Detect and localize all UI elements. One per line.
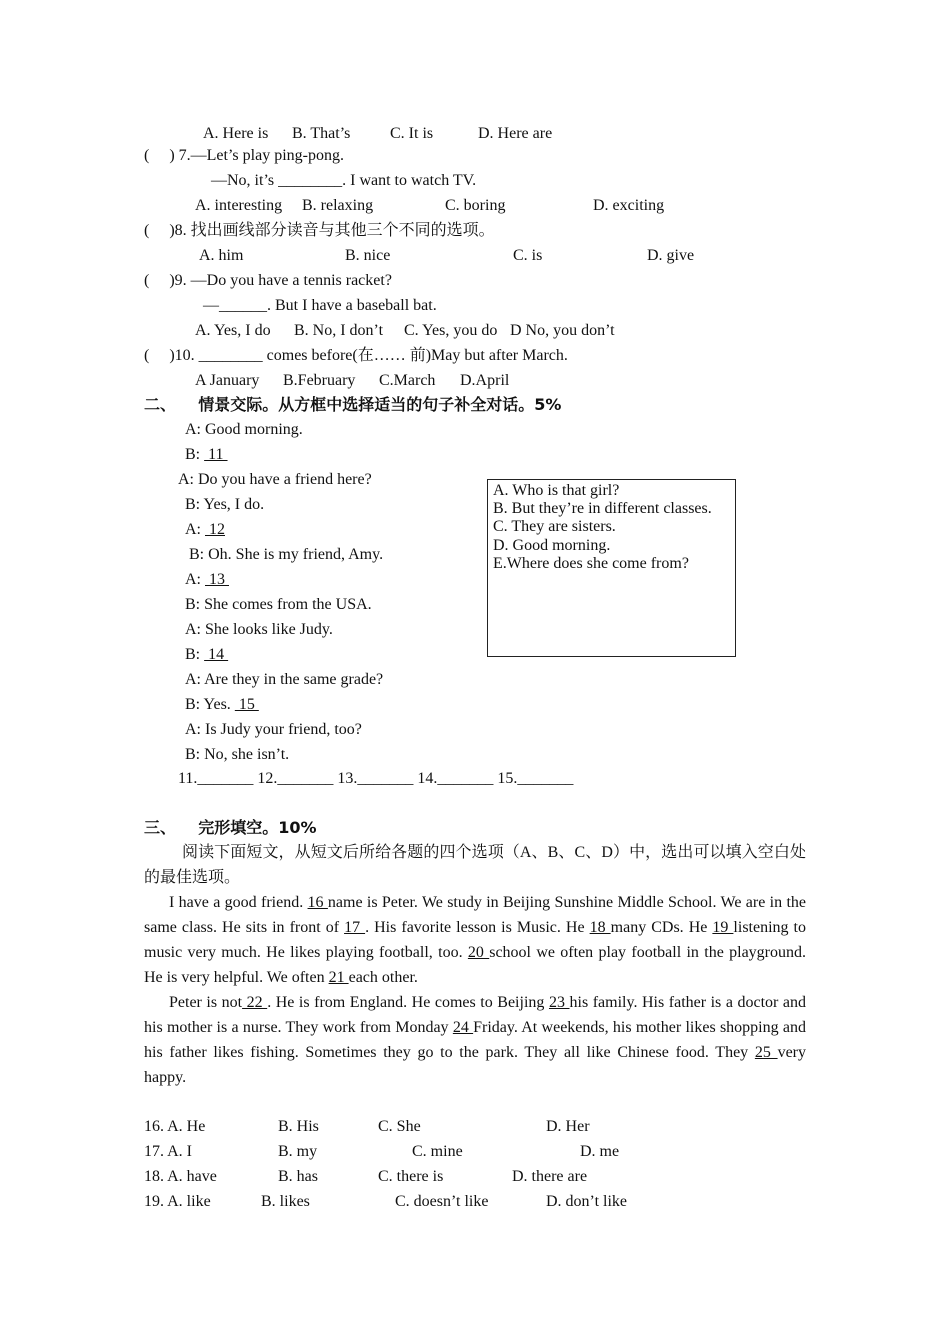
q18-option-b: B. has (278, 1168, 318, 1185)
dialogue-line-10: B: 14 (185, 646, 229, 663)
p1-text-7: each other. (348, 969, 418, 986)
q16-option-a: 16. A. He (144, 1118, 206, 1135)
q8-stem: ( )8. 找出画线部分读音与其他三个不同的选项。 (144, 222, 495, 239)
dialogue-line-2: B: 11 (185, 446, 228, 463)
q6-option-b: B. That’s (292, 125, 351, 142)
blank-17: 17 (344, 919, 366, 936)
blank-14: 14 (204, 646, 229, 663)
q9-reply: —______. But I have a baseball bat. (203, 297, 437, 314)
blank-15: 15 (234, 696, 259, 713)
blank-18: 18 (589, 919, 611, 936)
p1-text-3: . His favorite lesson is Music. He (365, 919, 590, 936)
q9-option-b: B. No, I don’t (294, 322, 384, 339)
p2-text-3: his family. His father is a doctor and his mother is a nurse. They work from Monday (144, 994, 807, 1036)
dialogue-line-4: B: Yes, I do. (185, 496, 265, 513)
q7-option-a: A. interesting (195, 197, 283, 214)
q7-option-c: C. boring (445, 197, 506, 214)
q17-option-a: 17. A. I (144, 1143, 192, 1160)
dialogue-line-12: B: Yes. 15 (185, 696, 259, 713)
dialogue-line-1: A: Good morning. (185, 421, 303, 438)
blank-22: 22 (242, 994, 268, 1011)
dialogue-line-14: B: No, she isn’t. (185, 746, 290, 763)
q9-option-d: D No, you don’t (510, 322, 615, 339)
blank-24: 24 (452, 1019, 474, 1036)
p1-text-6: school we often play football in the playground. He is very helpful. We often (144, 944, 806, 986)
q19-option-c: C. doesn’t like (395, 1193, 489, 1210)
p1-text-5: listening to music very much. He likes playing football, too. (144, 919, 807, 961)
q19-option-b: B. likes (261, 1193, 310, 1210)
q6-option-d: D. Here are (478, 125, 553, 142)
passage-paragraph-1 (144, 890, 806, 990)
blank-21: 21 (328, 969, 349, 986)
q18-option-c: C. there is (378, 1168, 444, 1185)
answer-line: 11._______ 12._______ 13._______ 14._______ 15._______ (178, 770, 574, 787)
q16-option-c: C. She (378, 1118, 421, 1135)
blank-20: 20 (467, 944, 490, 961)
dialogue-line-11: A: Are they in the same grade? (185, 671, 384, 688)
box-option-d: D. Good morning. (493, 537, 611, 554)
q7-option-b: B. relaxing (302, 197, 374, 214)
q16-option-b: B. His (278, 1118, 319, 1135)
section3-instruction (144, 840, 806, 890)
q7-stem: ( ) 7.—Let’s play ping-pong. (144, 147, 344, 164)
blank-16: 16 (307, 894, 328, 911)
p1-text-1: I have a good friend. (169, 894, 308, 911)
q6-option-a: A. Here is (203, 125, 269, 142)
blank-13: 13 (205, 571, 229, 588)
p2-text-5: very happy. (144, 1044, 807, 1086)
dialogue-line-5: A: 12 (185, 521, 225, 538)
q18-option-a: 18. A. have (144, 1168, 217, 1185)
dialogue-line-6: B: Oh. She is my friend, Amy. (189, 546, 384, 563)
q10-stem: ( )10. ________ comes before(在…… 前)May but after March. (144, 347, 568, 364)
q10-option-a: A January (195, 372, 260, 389)
q19-option-a: 19. A. like (144, 1193, 211, 1210)
dialogue-line-7: A: 13 (185, 571, 229, 588)
p2-text-4: Friday. At weekends, his mother likes shopping and his father likes fishing. Sometimes they go to the park. They all like Chinese food. They (144, 1019, 807, 1061)
section2-title: 二、 情景交际。从方框中选择适当的句子补全对话。5% (144, 395, 562, 414)
q17-option-d: D. me (580, 1143, 620, 1160)
box-option-e: E.Where does she come from? (493, 555, 689, 572)
p1-text-4: many CDs. He (610, 919, 713, 936)
q8-option-a: A. him (199, 247, 244, 264)
q8-option-b: B. nice (345, 247, 391, 264)
q8-option-c: C. is (513, 247, 543, 264)
q7-option-d: D. exciting (593, 197, 665, 214)
dialogue-line-3: A: Do you have a friend here? (178, 471, 372, 488)
q16-option-d: D. Her (546, 1118, 590, 1135)
blank-25: 25 (754, 1044, 778, 1061)
blank-19: 19 (712, 919, 734, 936)
q8-option-d: D. give (647, 247, 695, 264)
dialogue-line-8: B: She comes from the USA. (185, 596, 372, 613)
box-option-a: A. Who is that girl? (493, 482, 620, 499)
q10-option-c: C.March (379, 372, 436, 389)
q9-option-c: C. Yes, you do (404, 322, 498, 339)
instruction-text: 阅读下面短文，从短文后所给各题的四个选项（A、B、C、D）中，选出可以填入空白处的最佳选项。 (144, 844, 806, 886)
q19-option-d: D. don’t like (546, 1193, 628, 1210)
box-option-c: C. They are sisters. (493, 518, 616, 535)
p1-text-2: name is Peter. We study in Beijing Sunshine Middle School. We are in the same class. He sits in front of (144, 894, 806, 936)
q7-reply: —No, it’s ________. I want to watch TV. (211, 172, 477, 189)
dialogue-line-13: A: Is Judy your friend, too? (185, 721, 362, 738)
q17-option-b: B. my (278, 1143, 318, 1160)
q9-stem: ( )9. —Do you have a tennis racket? (144, 272, 392, 289)
passage-paragraph-2 (144, 990, 806, 1090)
p2-text-2: . He is from England. He comes to Beijing (267, 994, 549, 1011)
q9-option-a: A. Yes, I do (195, 322, 271, 339)
q17-option-c: C. mine (412, 1143, 463, 1160)
q10-option-d: D.April (460, 372, 510, 389)
q18-option-d: D. there are (512, 1168, 588, 1185)
blank-23: 23 (548, 994, 570, 1011)
box-option-b: B. But they’re in different classes. (493, 500, 712, 517)
dialogue-line-9: A: She looks like Judy. (185, 621, 333, 638)
passage (144, 890, 806, 1090)
p2-text-1: Peter is not (169, 994, 243, 1011)
section3-title: 三、 完形填空。10% (144, 818, 317, 837)
blank-12: 12 (205, 521, 225, 538)
q10-option-b: B.February (283, 372, 356, 389)
options-box (487, 479, 736, 657)
blank-11: 11 (204, 446, 228, 463)
q6-option-c: C. It is (390, 125, 434, 142)
